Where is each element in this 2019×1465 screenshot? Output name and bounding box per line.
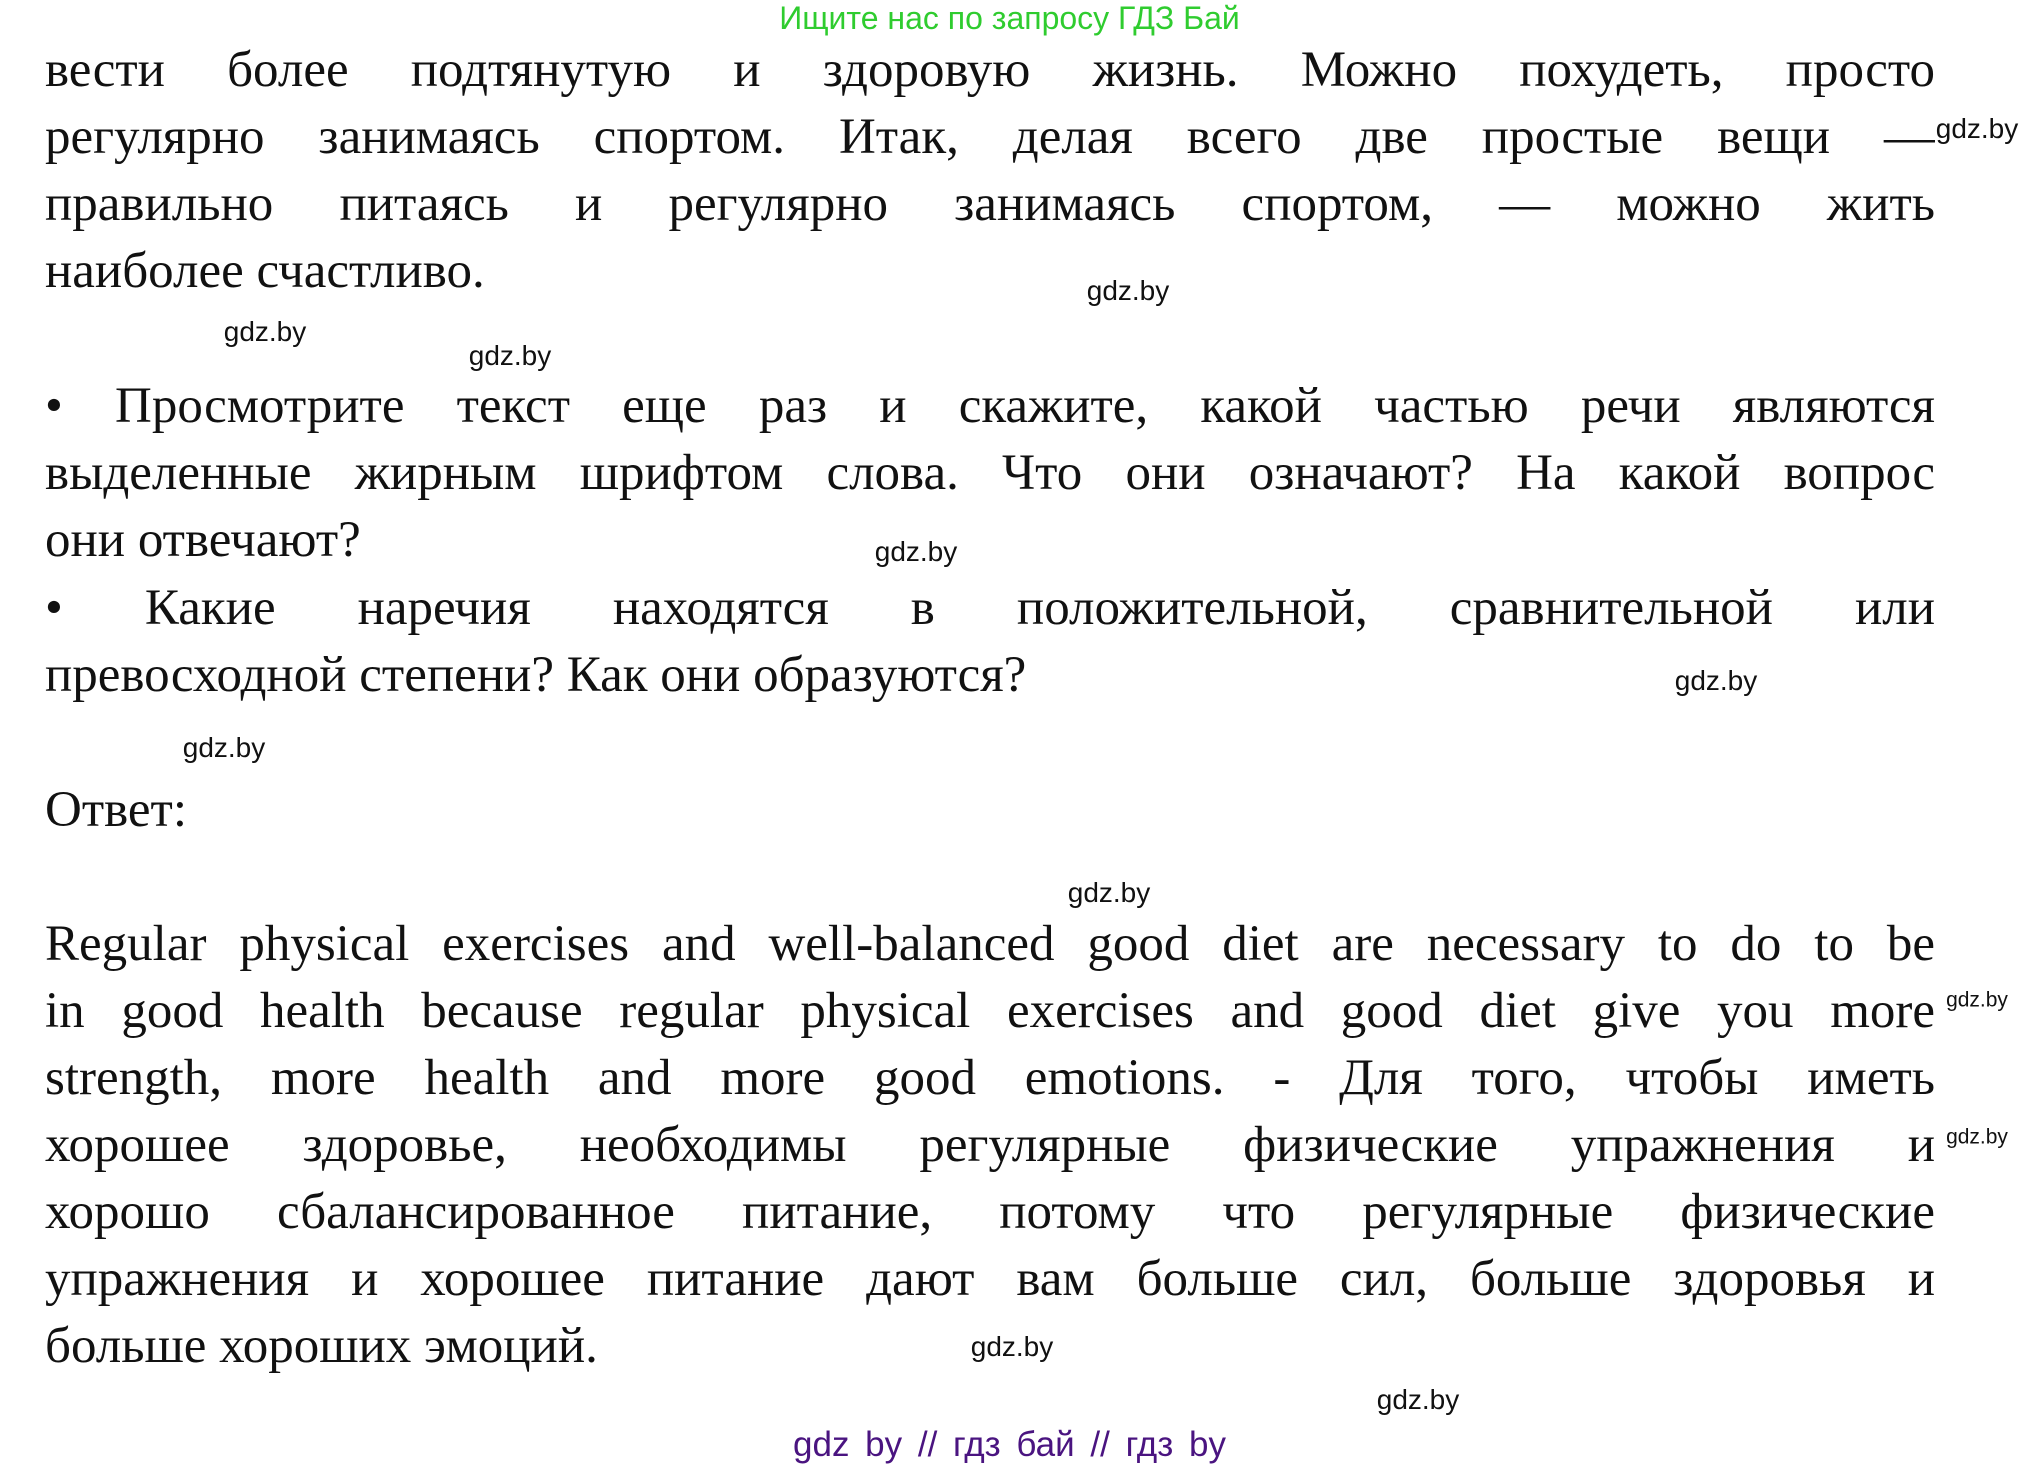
answer-text xyxy=(45,911,1935,1380)
watermark: gdz.by xyxy=(1946,988,2008,1012)
question-1 xyxy=(45,373,1935,574)
text-line: правильно питаясь и регулярно занимаясь спортом, — можно жить xyxy=(45,176,1935,232)
watermark: gdz.by xyxy=(1946,1125,2008,1149)
watermark: gdz.by xyxy=(874,536,958,567)
text-line: регулярно занимаясь спортом. Итак, делая всего две простые вещи — xyxy=(45,109,1935,165)
text-line: хорошее здоровье, необходимы регулярные физические упражнения и xyxy=(45,1117,1935,1173)
watermark: gdz.by xyxy=(1376,1384,1460,1415)
search-hint-banner: Ищите нас по запросу ГДЗ Бай xyxy=(779,0,1240,36)
text-line: вести более подтянутую и здоровую жизнь. Можно похудеть, просто xyxy=(45,42,1935,98)
text-paragraph xyxy=(45,37,1935,305)
text-line: больше хороших эмоций. xyxy=(45,1318,598,1374)
watermark: gdz.by xyxy=(223,316,307,347)
watermark: gdz.by xyxy=(1086,275,1170,306)
footer-links: gdz by // гдз бай // гдз by xyxy=(793,1425,1226,1464)
text-line: • Просмотрите текст еще раз и скажите, какой частью речи являются xyxy=(45,378,1935,434)
watermark: gdz.by xyxy=(1674,665,1758,696)
text-line: хорошо сбалансированное питание, потому что регулярные физические xyxy=(45,1184,1935,1240)
text-line: наиболее счастливо. xyxy=(45,243,485,299)
answer-label: Ответ: xyxy=(45,782,187,838)
text-line: упражнения и хорошее питание дают вам больше сил, больше здоровья и xyxy=(45,1251,1935,1307)
text-line: • Какие наречия находятся в положительной, сравнительной или xyxy=(45,580,1935,636)
watermark: gdz.by xyxy=(970,1331,1054,1362)
text-line: Regular physical exercises and well-balanced good diet are necessary to do to be xyxy=(45,916,1935,972)
answer-label-block xyxy=(45,777,1935,844)
text-line: превосходной степени? Как они образуются? xyxy=(45,647,1027,703)
watermark: gdz.by xyxy=(182,732,266,763)
question-2 xyxy=(45,575,1935,709)
text-line: выделенные жирным шрифтом слова. Что они означают? На какой вопрос xyxy=(45,445,1935,501)
watermark: gdz.by xyxy=(1935,113,2019,144)
text-line: strength, more health and more good emotions. - Для того, чтобы иметь xyxy=(45,1050,1935,1106)
text-line: они отвечают? xyxy=(45,512,361,568)
watermark: gdz.by xyxy=(468,340,552,371)
watermark: gdz.by xyxy=(1067,877,1151,908)
text-line: in good health because regular physical exercises and good diet give you more xyxy=(45,983,1935,1039)
